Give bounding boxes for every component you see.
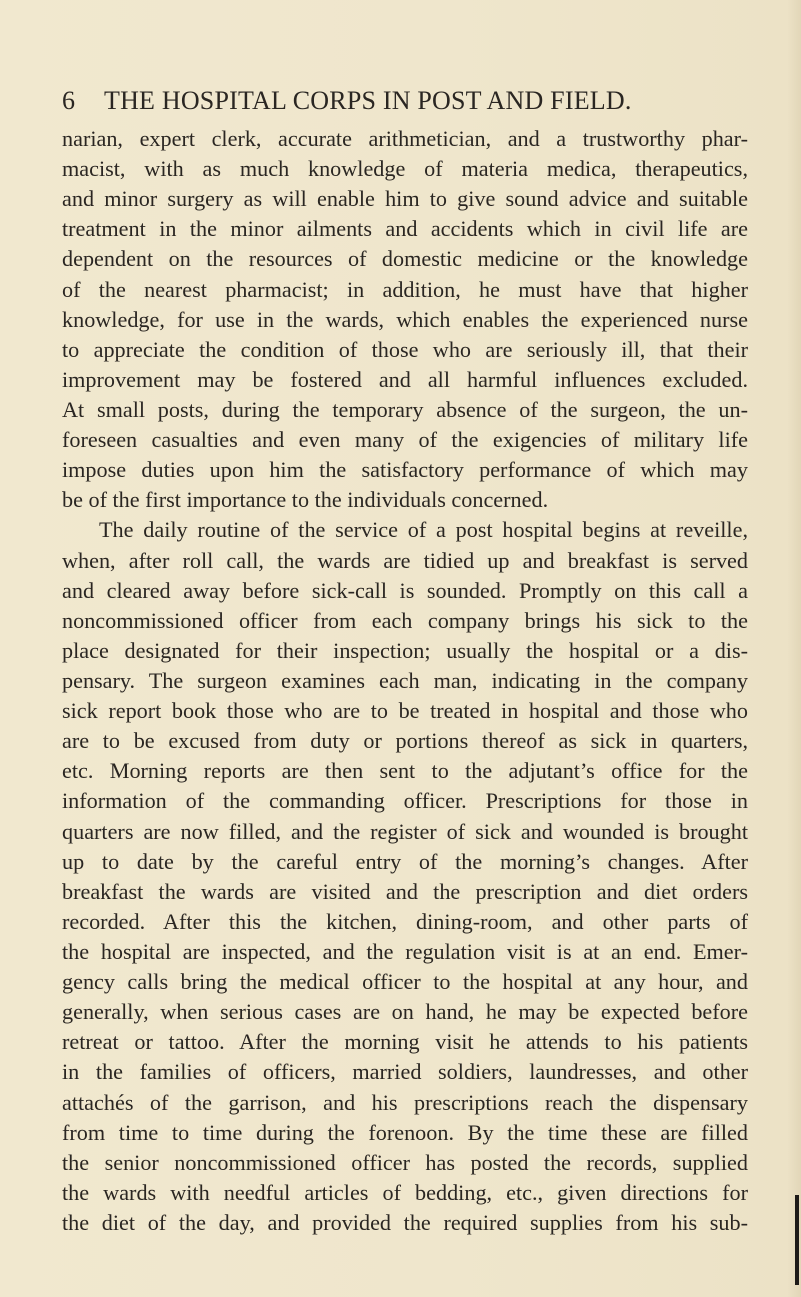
text-line: At small posts, during the temporary absence of the surgeon, the un- [62, 396, 748, 422]
text-line: impose duties upon him the satisfactory performance of which may [62, 457, 748, 483]
text-line: foreseen casualties and even many of the exigencies of military life [62, 427, 748, 453]
text-line: and cleared away before sick-call is sounded. Promptly on this call a [62, 577, 748, 603]
text-line: retreat or tattoo. After the morning visit he attends to his patients [62, 1029, 748, 1055]
text-line: and minor surgery as will enable him to give sound advice and suitable [62, 186, 748, 212]
text-line: attachés of the garrison, and his prescriptions reach the dispensary [62, 1089, 748, 1115]
text-line: recorded. After this the kitchen, dining-room, and other parts of [62, 908, 748, 934]
text-line: the wards with needful articles of bedding, etc., given directions for [62, 1179, 748, 1205]
text-line: improvement may be fostered and all harmful influences excluded. [62, 366, 748, 392]
text-line: gency calls bring the medical officer to the hospital at any hour, and [62, 969, 748, 995]
text-line: generally, when serious cases are on hand, he may be expected before [62, 999, 748, 1025]
text-line: the hospital are inspected, and the regulation visit is at an end. Emer- [62, 938, 748, 964]
text-line: quarters are now filled, and the register of sick and wounded is brought [62, 818, 748, 844]
text-line: when, after roll call, the wards are tidied up and breakfast is served [62, 547, 748, 573]
text-line: the senior noncommissioned officer has posted the records, supplied [62, 1149, 748, 1175]
paragraph-start-line: The daily routine of the service of a post hospital begins at reveille, [99, 517, 748, 543]
page-edge-mark [795, 1195, 799, 1285]
text-line: sick report book those who are to be treated in hospital and those who [62, 698, 748, 724]
text-line: knowledge, for use in the wards, which enables the experienced nurse [62, 306, 748, 332]
body-text [62, 124, 748, 1238]
text-line: of the nearest pharmacist; in addition, he must have that higher [62, 276, 748, 302]
page-edge-shadow [787, 0, 801, 1297]
text-line: dependent on the resources of domestic medicine or the knowledge [62, 246, 748, 272]
text-line: to appreciate the condition of those who are seriously ill, that their [62, 336, 748, 362]
text-line: narian, expert clerk, accurate arithmetician, and a trustworthy phar- [62, 126, 748, 151]
paragraph-end-line: be of the first importance to the individuals concerned. [62, 487, 549, 513]
text-line: breakfast the wards are visited and the prescription and diet orders [62, 878, 748, 904]
text-line: are to be excused from duty or portions thereof as sick in quarters, [62, 728, 748, 754]
text-line: noncommissioned officer from each company brings his sick to the [62, 607, 748, 633]
text-line: the diet of the day, and provided the required supplies from his sub- [62, 1209, 748, 1235]
text-line: information of the commanding officer. Prescriptions for those in [62, 788, 748, 814]
text-line: up to date by the careful entry of the morning’s changes. After [62, 848, 748, 874]
text-line: place designated for their inspection; usually the hospital or a dis- [62, 637, 748, 663]
text-line: pensary. The surgeon examines each man, indicating in the company [62, 667, 748, 693]
running-head [62, 86, 702, 116]
text-line: macist, with as much knowledge of materia medica, therapeutics, [62, 156, 748, 182]
page-number: 6 [62, 86, 76, 115]
text-line: from time to time during the forenoon. By the time these are filled [62, 1119, 748, 1145]
text-line: etc. Morning reports are then sent to the adjutant’s office for the [62, 758, 748, 784]
text-line: in the families of officers, married soldiers, laundresses, and other [62, 1059, 748, 1085]
running-head-title: THE HOSPITAL CORPS IN POST AND FIELD. [104, 86, 632, 115]
text-line: treatment in the minor ailments and accidents which in civil life are [62, 216, 748, 242]
